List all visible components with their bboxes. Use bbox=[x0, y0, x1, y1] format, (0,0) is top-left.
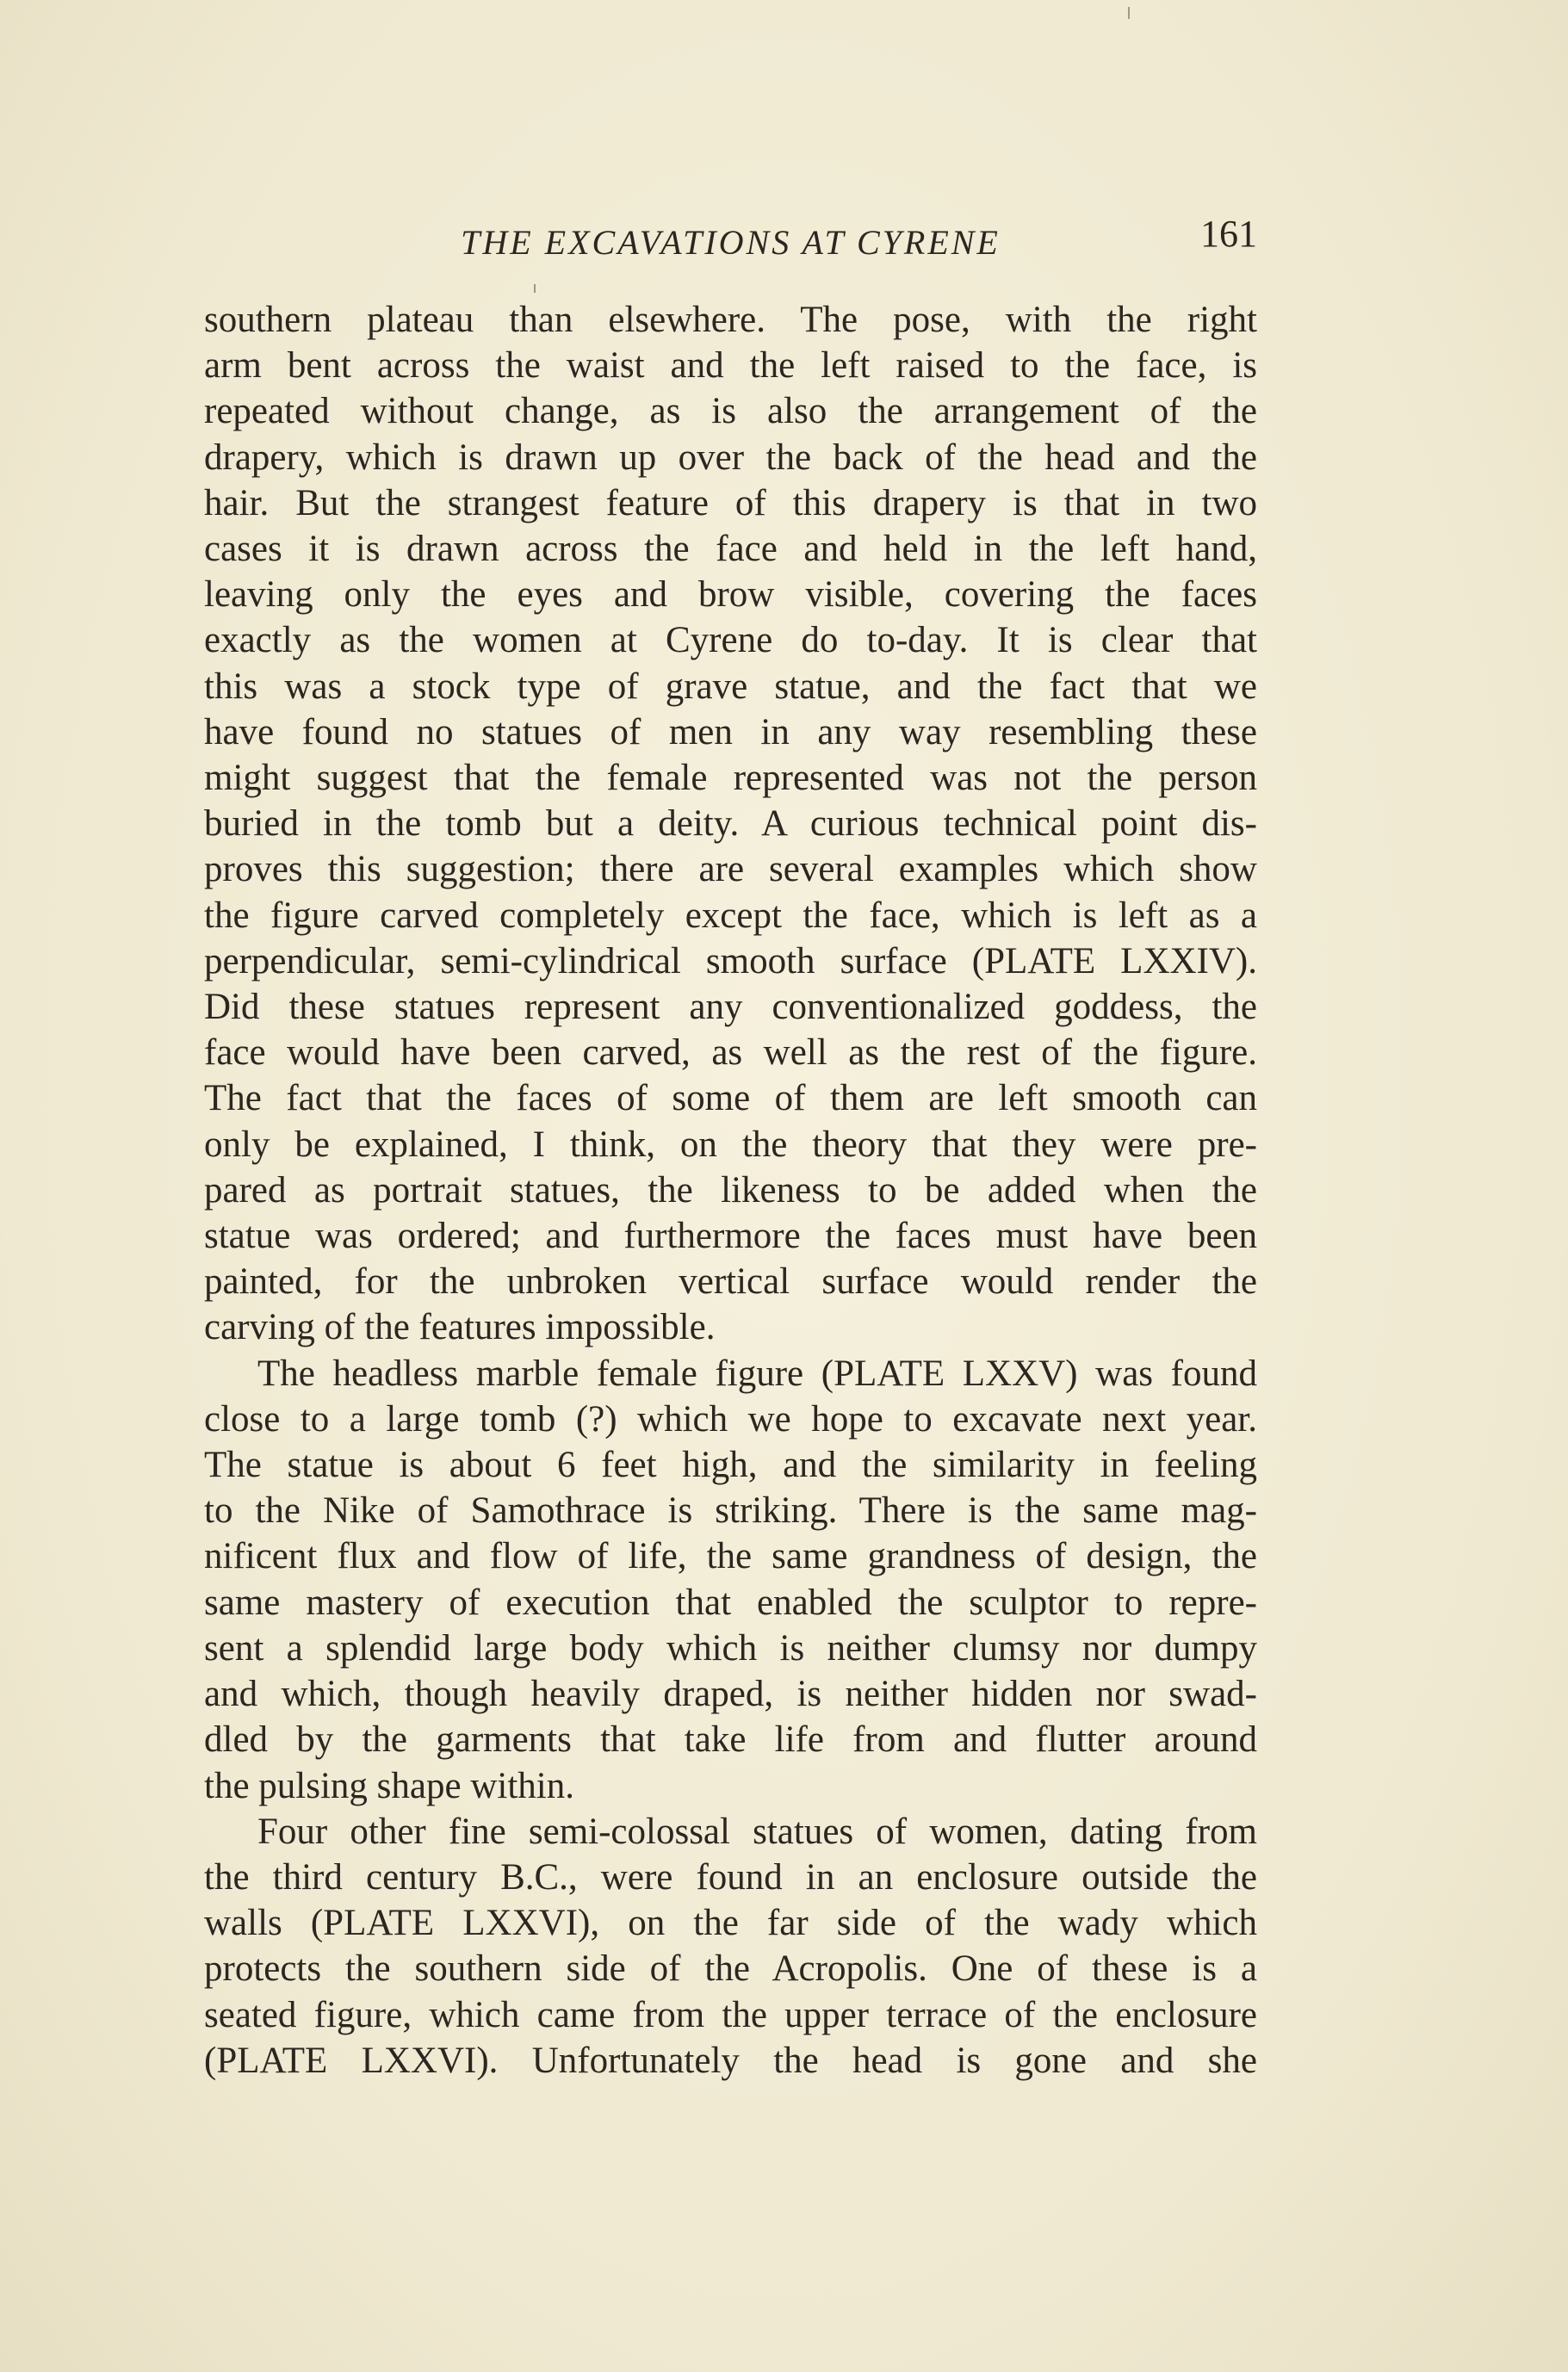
text-line: only be explained, I think, on the theory that they were pre- bbox=[204, 1124, 1257, 1165]
text-line: The fact that the faces of some of them are left smooth can bbox=[204, 1078, 1257, 1119]
text-line: walls (PLATE LXXVI), on the far side of the wady which bbox=[204, 1903, 1257, 1944]
running-title: THE EXCAVATIONS AT CYRENE bbox=[461, 223, 1001, 262]
text-line: to the Nike of Samothrace is striking. There is the same mag- bbox=[204, 1490, 1257, 1532]
text-line: carving of the features impossible. bbox=[204, 1307, 716, 1348]
text-line: Did these statues represent any conventionalized goddess, the bbox=[204, 987, 1257, 1028]
text-line: exactly as the women at Cyrene do to-day. It is clear that bbox=[204, 620, 1257, 661]
text-line: repeated without change, as is also the arrangement of the bbox=[204, 391, 1257, 432]
text-line: and which, though heavily draped, is neither hidden nor swad- bbox=[204, 1674, 1257, 1715]
text-line: have found no statues of men in any way resembling these bbox=[204, 711, 1257, 752]
text-line: southern plateau than elsewhere. The pose, with the right bbox=[204, 300, 1257, 340]
page-header bbox=[204, 207, 1257, 284]
text-line: close to a large tomb (?) which we hope to excavate next year. bbox=[204, 1398, 1257, 1440]
text-line: seated figure, which came from the upper terrace of the enclosure bbox=[204, 1994, 1257, 2035]
text-line: face would have been carved, as well as the rest of the figure. bbox=[204, 1032, 1257, 1074]
text-line: statue was ordered; and furthermore the faces must have been bbox=[204, 1216, 1257, 1257]
text-line: The headless marble female figure (PLATE LXXV) was found bbox=[257, 1353, 1257, 1394]
text-line: Four other fine semi-colossal statues of women, dating from bbox=[257, 1811, 1257, 1852]
text-line: painted, for the unbroken vertical surface would render the bbox=[204, 1261, 1257, 1303]
text-line: (PLATE LXXVI). Unfortunately the head is gone and she bbox=[204, 2040, 1257, 2081]
text-line: the pulsing shape within. bbox=[204, 1765, 574, 1806]
text-line: proves this suggestion; there are several examples which show bbox=[204, 849, 1257, 890]
text-line: buried in the tomb but a deity. A curious technical point dis- bbox=[204, 803, 1257, 845]
page-number: 161 bbox=[1200, 213, 1257, 255]
body-text bbox=[204, 297, 1257, 2084]
text-line: drapery, which is drawn up over the back of the head and the bbox=[204, 437, 1257, 478]
text-line: cases it is drawn across the face and held in the left hand, bbox=[204, 529, 1257, 570]
text-line: perpendicular, semi-cylindrical smooth surface (PLATE LXXIV). bbox=[204, 940, 1257, 982]
text-line: sent a splendid large body which is neither clumsy nor dumpy bbox=[204, 1627, 1257, 1669]
text-line: dled by the garments that take life from and flutter around bbox=[204, 1719, 1257, 1761]
text-line: arm bent across the waist and the left raised to the face, is bbox=[204, 345, 1257, 387]
paper-speck bbox=[534, 284, 536, 293]
text-line: might suggest that the female represented was not the person bbox=[204, 758, 1257, 799]
text-line: leaving only the eyes and brow visible, covering the faces bbox=[204, 574, 1257, 616]
text-line: hair. But the strangest feature of this drapery is that in two bbox=[204, 482, 1257, 523]
text-line: the figure carved completely except the face, which is left as a bbox=[204, 895, 1257, 936]
text-line: same mastery of execution that enabled the sculptor to repre- bbox=[204, 1582, 1257, 1623]
text-line: the third century B.C., were found in an enclosure outside the bbox=[204, 1856, 1257, 1898]
text-line: nificent flux and flow of life, the same grandness of design, the bbox=[204, 1536, 1257, 1577]
text-line: this was a stock type of grave statue, and the fact that we bbox=[204, 666, 1257, 707]
text-line: The statue is about 6 feet high, and the similarity in feeling bbox=[204, 1445, 1257, 1486]
paper-speck bbox=[1128, 7, 1130, 19]
text-line: protects the southern side of the Acropolis. One of these is a bbox=[204, 1948, 1257, 1990]
text-line: pared as portrait statues, the likeness to be added when the bbox=[204, 1169, 1257, 1211]
